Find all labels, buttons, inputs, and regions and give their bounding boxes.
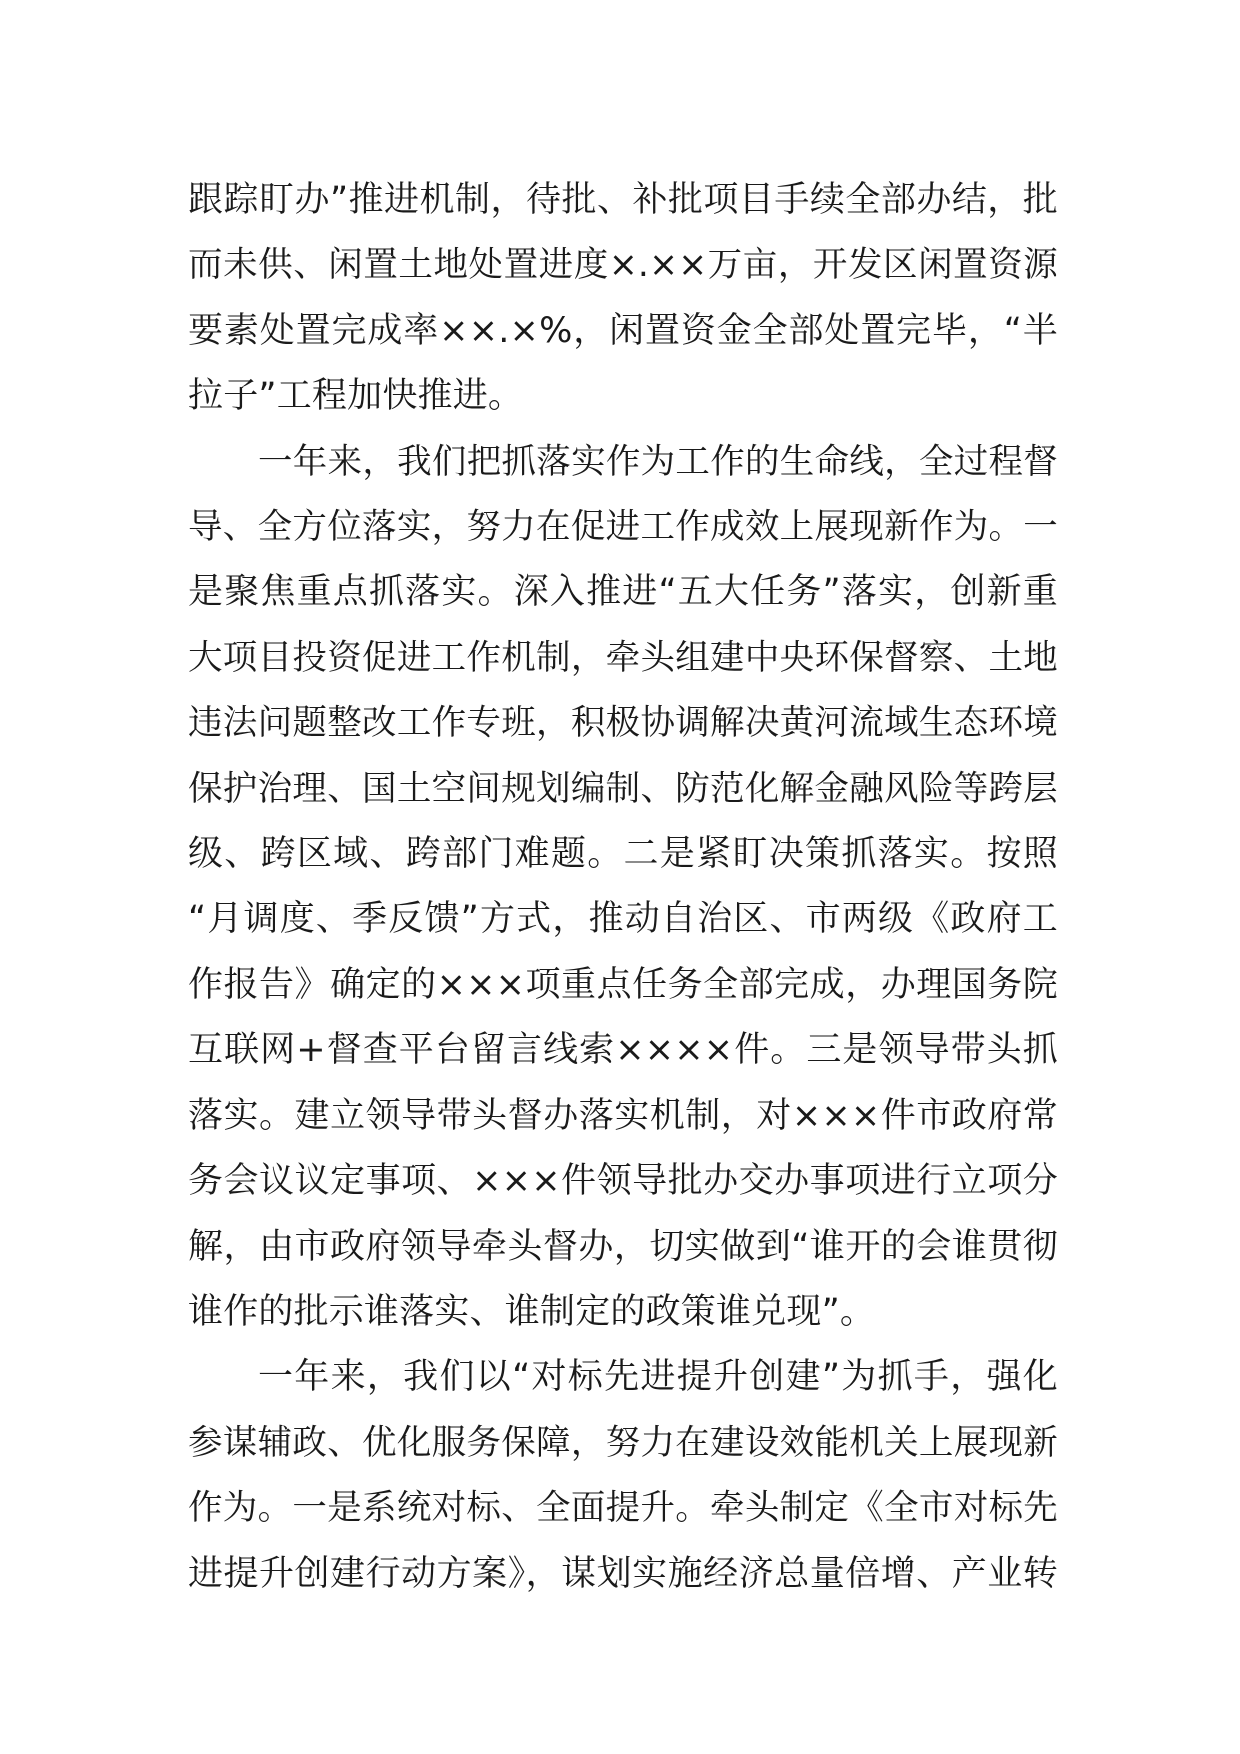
- text-line: 是聚焦重点抓落实。深入推进“五大任务”落实，创新重: [188, 572, 1058, 613]
- text-line: 进提升创建行动方案》，谋划实施经济总量倍增、产业转: [188, 1553, 1058, 1594]
- text-line: 作为。一是系统对标、全面提升。牵头制定《全市对标先: [188, 1488, 1058, 1529]
- text-line: 谁作的批示谁落实、谁制定的政策谁兑现”。: [188, 1291, 876, 1332]
- text-line: 作报告》确定的×××项重点任务全部完成，办理国务院: [188, 964, 1058, 1005]
- text-line: 参谋辅政、优化服务保障，努力在建设效能机关上展现新: [188, 1422, 1058, 1463]
- text-line: 级、跨区域、跨部门难题。二是紧盯决策抓落实。按照: [188, 834, 1058, 875]
- text-line: 大项目投资促进工作机制，牵头组建中央环保督察、土地: [188, 637, 1058, 678]
- document-body: [188, 168, 1058, 1607]
- paragraph-2: [188, 430, 1058, 1346]
- text-line: 务会议议定事项、×××件领导批办交办事项进行立项分: [188, 1161, 1058, 1202]
- paragraph-3: [188, 1345, 1058, 1607]
- text-line: 保护治理、国土空间规划编制、防范化解金融风险等跨层: [188, 768, 1058, 809]
- paragraph-1: [188, 168, 1058, 430]
- text-line: 跟踪盯办”推进机制，待批、补批项目手续全部办结，批: [188, 180, 1058, 220]
- text-line: 解，由市政府领导牵头督办，切实做到“谁开的会谁贯彻: [188, 1226, 1058, 1267]
- text-line: 落实。建立领导带头督办落实机制，对×××件市政府常: [188, 1095, 1058, 1136]
- text-line: 导、全方位落实，努力在促进工作成效上展现新作为。一: [188, 507, 1058, 548]
- text-line: 互联网+督查平台留言线索××××件。三是领导带头抓: [188, 1030, 1058, 1071]
- text-line: 要素处置完成率××.×%，闲置资金全部处置完毕，“半: [188, 310, 1058, 351]
- text-line: 一年来，我们以“对标先进提升创建”为抓手，强化: [258, 1357, 1058, 1398]
- text-line: 违法问题整改工作专班，积极协调解决黄河流域生态环境: [188, 703, 1058, 744]
- text-line: 而未供、闲置土地处置进度×.××万亩，开发区闲置资源: [188, 245, 1058, 286]
- text-line: “月调度、季反馈”方式，推动自治区、市两级《政府工: [188, 899, 1058, 940]
- text-line: 一年来，我们把抓落实作为工作的生命线，全过程督: [258, 441, 1058, 482]
- text-line: 拉子”工程加快推进。: [188, 376, 524, 417]
